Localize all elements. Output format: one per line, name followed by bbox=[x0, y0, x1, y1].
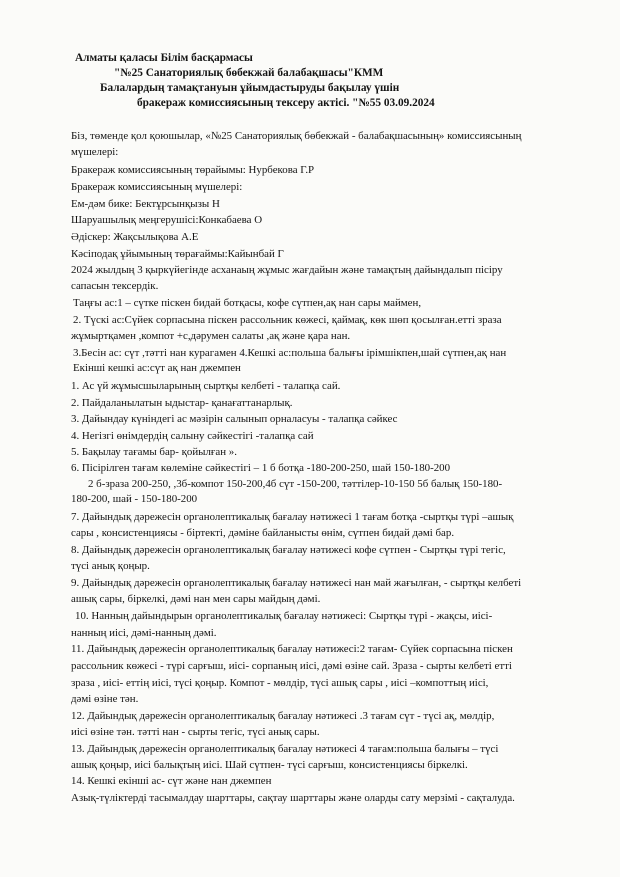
text-line: 7. Дайындық дәрежесін органолептикалық бағалау нәтижесі 1 тағам ботқа -сыртқы түрі –ашық bbox=[71, 511, 514, 523]
text-line: иісі өзіне тән. тәтті нан - сырты тегіс, түсі анық сары. bbox=[71, 726, 320, 738]
text-line: сары , консистенциясы - біртекті, дәміне байланысты өнім, сүтпен бидай дәмі бар. bbox=[71, 527, 455, 539]
text-line: 6. Пісірілген тағам көлеміне сәйкестігі – 1 б ботқа -180-200-250, шай 150-180-200 bbox=[71, 462, 451, 474]
text-line: дәмі өзіне тән. bbox=[71, 693, 139, 705]
text-line: нанның иісі, дәмі-нанның дәмі. bbox=[71, 627, 217, 639]
header-org-name: Алматы қаласы Білім басқармасы bbox=[75, 52, 253, 64]
text-line: 3. Дайындау күніндегі ас мәзірін салынып орналасуы - талапқа сәйкес bbox=[71, 413, 398, 425]
text-line: Кәсіподақ ұйымының төрағаймы:Кайынбай Г bbox=[71, 248, 284, 260]
text-line: ашық сары, біркелкі, дәмі нан мен сары майдың дәмі. bbox=[71, 593, 321, 605]
header-subtitle: Балалардың тамақтануын ұйымдастыруды бақылау үшін bbox=[100, 82, 400, 94]
text-line: Ем-дәм бике: Бектұрсынқызы Н bbox=[71, 198, 220, 210]
text-line: Бракераж комиссиясының мүшелері: bbox=[71, 181, 243, 193]
header-kindergarten-name: "№25 Санаториялық бөбекжай балабақшасы"КММ bbox=[114, 67, 384, 79]
text-line: 12. Дайындық дәрежесін органолептикалық бағалау нәтижесі .3 тағам сүт - түсі ақ, мөлдір, bbox=[71, 710, 495, 722]
text-line: түсі анық қоңыр. bbox=[71, 560, 150, 572]
text-line: 2. Пайдаланылатын ыдыстар- қанағаттанарлық. bbox=[71, 397, 293, 409]
text-line: 2 б-зраза 200-250, ,3б-компот 150-200,4б сүт -150-200, тәттілер-10-150 5б балық 150-180- bbox=[88, 478, 503, 490]
text-line: мүшелері: bbox=[71, 146, 119, 158]
header-act-title: бракераж комиссиясының тексеру актісі. "№55 03.09.2024 bbox=[137, 97, 435, 109]
text-line: 3.Бесін ас: сүт ,тәтті нан курагамен 4.Кешкі ас:польша балығы ірімшікпен,шай сүтпен,ақ нан bbox=[73, 347, 507, 359]
text-line: Әдіскер: Жақсылықова А.Е bbox=[71, 231, 199, 243]
text-line: 180-200, шай - 150-180-200 bbox=[71, 493, 198, 505]
text-line: 9. Дайындық дәрежесін органолептикалық бағалау нәтижесі нан май жағылған, - сыртқы келбеті bbox=[71, 577, 522, 589]
text-line: 13. Дайындық дәрежесін органолептикалық бағалау нәтижесі 4 тағам:польша балығы – түсі bbox=[71, 743, 499, 755]
text-line: ашық қоңыр, иісі балықтың иісі. Шай сүтпен- түсі сарғыш, консистенциясы біркелкі. bbox=[71, 759, 468, 771]
text-line: сапасын тексердік. bbox=[71, 280, 159, 292]
text-line: зраза , иісі- еттің иісі, түсі қоңыр. Компот - мөлдір, түсі ашық сары , иісі –компоттың иісі, bbox=[71, 677, 489, 689]
text-line: Азық-түліктерді тасымалдау шарттары, сақтау шарттары және оларды сату мерзімі - сақталуда. bbox=[71, 792, 515, 804]
text-line: Біз, төменде қол қоюшылар, «№25 Санаториялық бөбекжай - балабақшасының» комиссиясының bbox=[71, 130, 522, 142]
text-line: 10. Нанның дайындырын органолептикалық бағалау нәтижесі: Сыртқы түрі - жақсы, иісі- bbox=[75, 610, 493, 622]
text-line: 5. Бақылау тағамы бар- қойылған ». bbox=[71, 446, 237, 458]
text-line: Бракераж комиссиясының төрайымы: Нурбекова Г.Р bbox=[71, 164, 315, 176]
text-line: 2. Түскі ас:Сүйек сорпасына піскен рассольник көжесі, қаймақ, көк шөп қосылған.етті зраза bbox=[73, 314, 502, 326]
text-line: Шаруашылық меңгерушісі:Конкабаева О bbox=[71, 214, 263, 226]
text-line: жұмыртқамен ,компот +с,дәрумен салаты ,ақ және қара нан. bbox=[71, 330, 351, 342]
text-line: 11. Дайындық дәрежесін органолептикалық бағалау нәтижесі:2 тағам- Сүйек сорпасына піскен bbox=[71, 643, 513, 655]
text-line: рассольник көжесі - түрі сарғыш, иісі- сорпаның иісі, дәмі өзіне сай. Зраза - сырты келбеті етті bbox=[71, 660, 512, 672]
text-line: 2024 жылдың 3 қыркүйегінде асханаың жұмыс жағдайын және тамақтың дайындалып пісіру bbox=[71, 264, 503, 276]
text-line: Таңғы ас:1 – сүтке піскен бидай ботқасы, кофе сүтпен,ақ нан сары маймен, bbox=[73, 297, 422, 309]
text-line: 4. Негізгі өнімдердің салыну сәйкестігі -талапқа сай bbox=[71, 430, 314, 442]
text-line: 14. Кешкі екінші ас- сүт және нан джемпен bbox=[71, 775, 272, 787]
text-line: 1. Ас үй жұмысшыларының сыртқы келбеті - талапқа сай. bbox=[71, 380, 341, 392]
text-line: Екінші кешкі ас:сүт ақ нан джемпен bbox=[73, 362, 241, 374]
text-line: 8. Дайындық дәрежесін органолептикалық бағалау нәтижесі кофе сүтпен - Сыртқы түрі тегіс, bbox=[71, 544, 506, 556]
